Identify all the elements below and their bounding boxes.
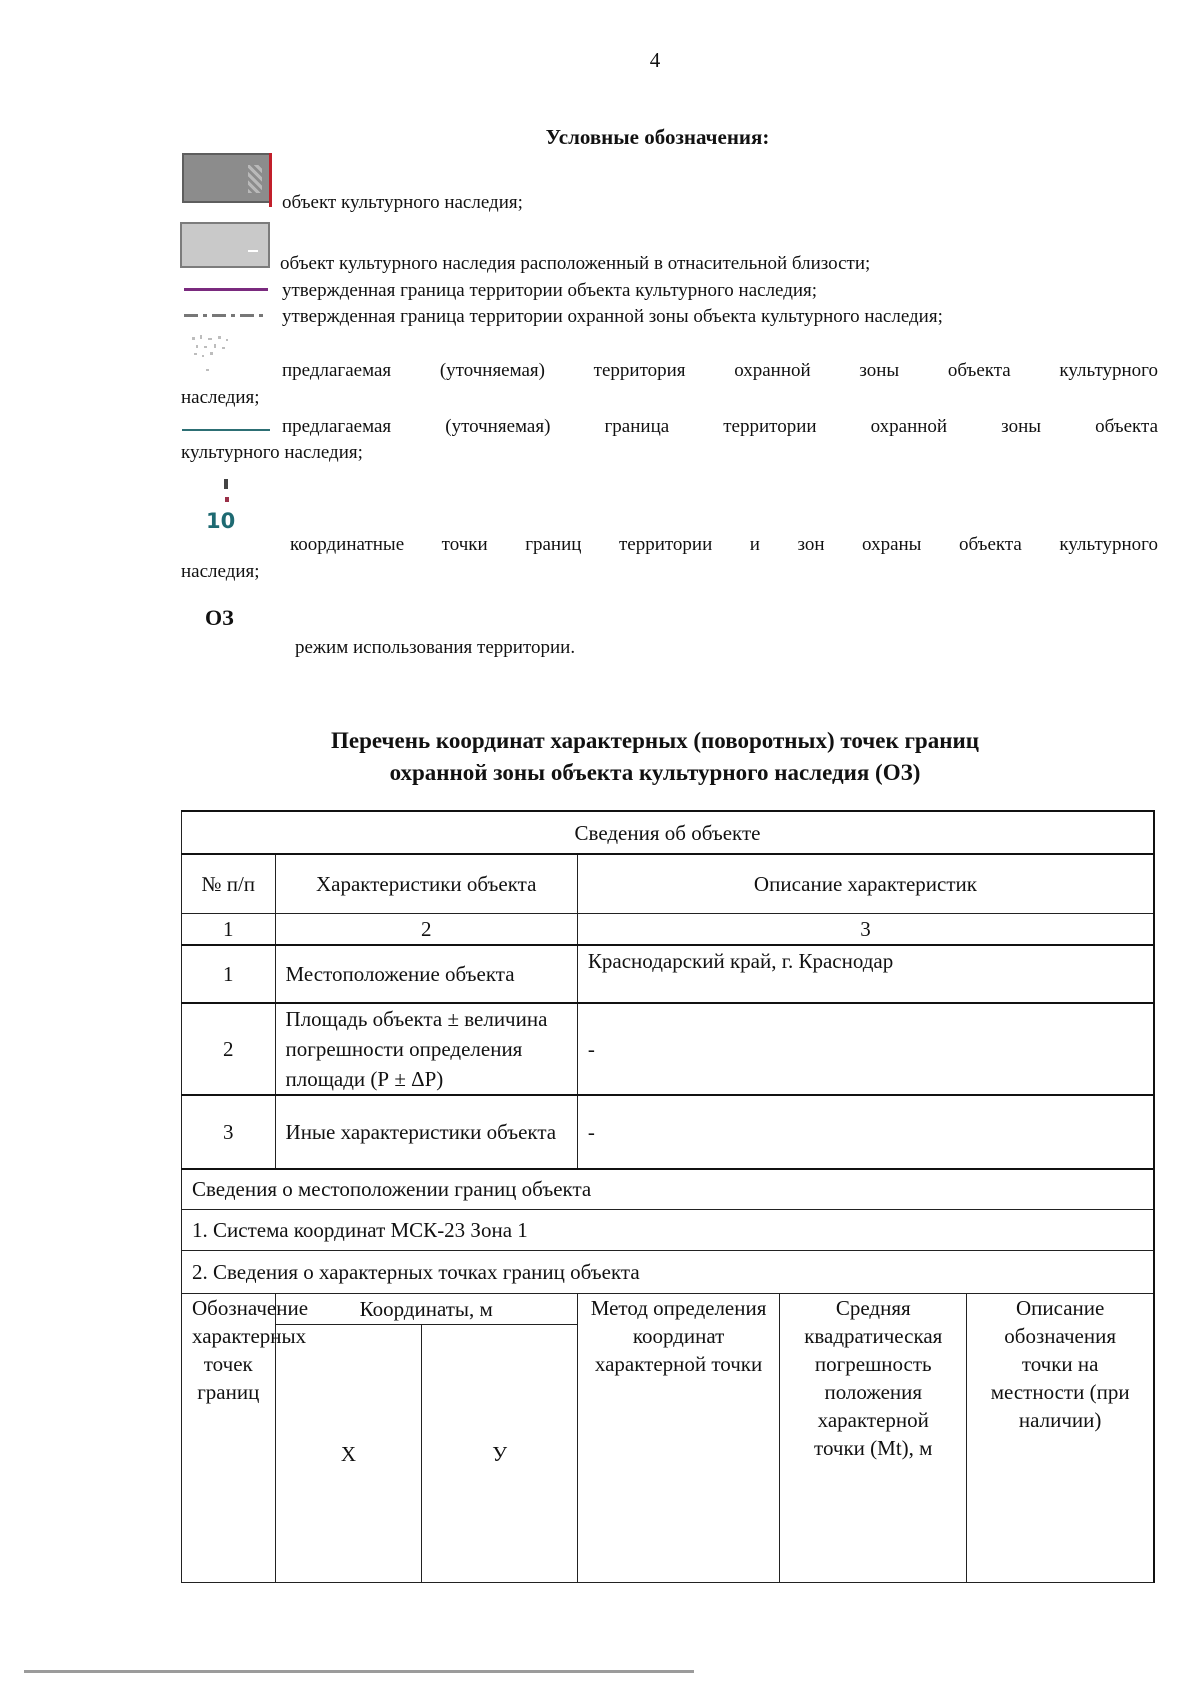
table-row xyxy=(182,854,1155,913)
purple-solid-line-icon xyxy=(184,288,268,291)
legend-item-proposed-zone-boundary-cont: культурного наследия; xyxy=(181,442,363,463)
table-row xyxy=(182,1003,1155,1095)
table-row xyxy=(182,1294,1155,1325)
zone-code-label: ОЗ xyxy=(205,605,234,630)
legend-item-cultural-object: объект культурного наследия; xyxy=(282,192,523,213)
table-row xyxy=(182,811,1155,854)
teal-solid-line-icon xyxy=(182,429,270,431)
dark-gray-hatched-area-icon xyxy=(182,153,272,203)
row-characteristic: Иные характеристики объекта xyxy=(275,1095,577,1169)
table-row xyxy=(182,1169,1155,1210)
object-info-table xyxy=(181,810,1155,1583)
col-number: 1 xyxy=(182,913,276,945)
legend-item-proposed-zone-territory: предлагаемая (уточняемая) территория охранной зоны объекта культурного xyxy=(282,360,1158,381)
gray-dash-dot-line-icon xyxy=(184,314,268,317)
row-characteristic: Местоположение объекта xyxy=(275,945,577,1003)
row-num: 1 xyxy=(182,945,276,1003)
row-characteristic: Площадь объекта ± величина погрешности определения площади (Р ± ΔР) xyxy=(275,1003,577,1095)
section-header-object-info: Сведения об объекте xyxy=(182,811,1155,854)
col-header-x: X xyxy=(275,1325,422,1583)
legend-item-proposed-zone-territory-cont: наследия; xyxy=(181,387,260,408)
col-header-description: Описание характеристик xyxy=(577,854,1154,913)
section-header-boundary-location: Сведения о местоположении границ объекта xyxy=(182,1169,1155,1210)
col-header-point-designation: Обозначение характерных точек границ xyxy=(182,1294,276,1583)
table-row xyxy=(182,913,1155,945)
col-header-characteristics: Характеристики объекта xyxy=(275,854,577,913)
table-row xyxy=(182,945,1155,1003)
page-bottom-rule xyxy=(24,1670,694,1673)
row-description: Краснодарский край, г. Краснодар xyxy=(577,945,1154,1003)
col-number: 3 xyxy=(577,913,1154,945)
pale-hatch-area-icon xyxy=(190,333,240,377)
table-row xyxy=(182,1095,1155,1169)
coordinates-list-title-line1: Перечень координат характерных (поворотных) точек границ xyxy=(331,728,979,753)
row-num: 3 xyxy=(182,1095,276,1169)
legend-item-coordinate-points: координатные точки границ территории и зон охраны объекта культурного xyxy=(290,534,1158,555)
legend-title: Условные обозначения: xyxy=(545,125,770,149)
table-row xyxy=(182,1251,1155,1294)
legend-item-proposed-zone-boundary: предлагаемая (уточняемая) граница территории охранной зоны объекта xyxy=(282,416,1158,437)
coordinates-list-title-line2: охранной зоны объекта культурного наследия (ОЗ) xyxy=(389,760,921,785)
legend-item-approved-zone-boundary: утвержденная граница территории охранной зоны объекта культурного наследия; xyxy=(282,306,943,327)
legend-item-nearby-object: объект культурного наследия расположенный в отнасительной близости; xyxy=(280,253,871,274)
coordinate-point-label: 10 xyxy=(206,509,236,533)
row-num: 2 xyxy=(182,1003,276,1095)
row-description: - xyxy=(577,1003,1154,1095)
legend-item-land-use-regime: режим использования территории. xyxy=(295,637,576,658)
coordinates-list-title xyxy=(0,725,1200,789)
col-header-method: Метод определения координат характерной точки xyxy=(577,1294,779,1583)
table-row xyxy=(182,1210,1155,1251)
col-header-mean-square-error: Средняя квадратическая погрешность положения характерной точки (Mt), м xyxy=(780,1294,967,1583)
row-description: - xyxy=(577,1095,1154,1169)
coordinate-system-line: 1. Система координат МСК-23 Зона 1 xyxy=(182,1210,1155,1251)
col-header-y: У xyxy=(422,1325,578,1583)
legend-item-approved-territory-boundary: утвержденная граница территории объекта культурного наследия; xyxy=(282,280,818,301)
legend-item-coordinate-points-cont: наследия; xyxy=(181,561,260,582)
col-number: 2 xyxy=(275,913,577,945)
col-header-num: № п/п xyxy=(182,854,276,913)
section-header-points: 2. Сведения о характерных точках границ объекта xyxy=(182,1251,1155,1294)
col-header-point-description: Описание обозначения точки на местности (при наличии) xyxy=(967,1294,1154,1583)
light-gray-area-icon xyxy=(180,222,270,268)
col-header-coordinates: Координаты, м xyxy=(275,1294,577,1325)
page-number: 4 xyxy=(649,48,661,72)
